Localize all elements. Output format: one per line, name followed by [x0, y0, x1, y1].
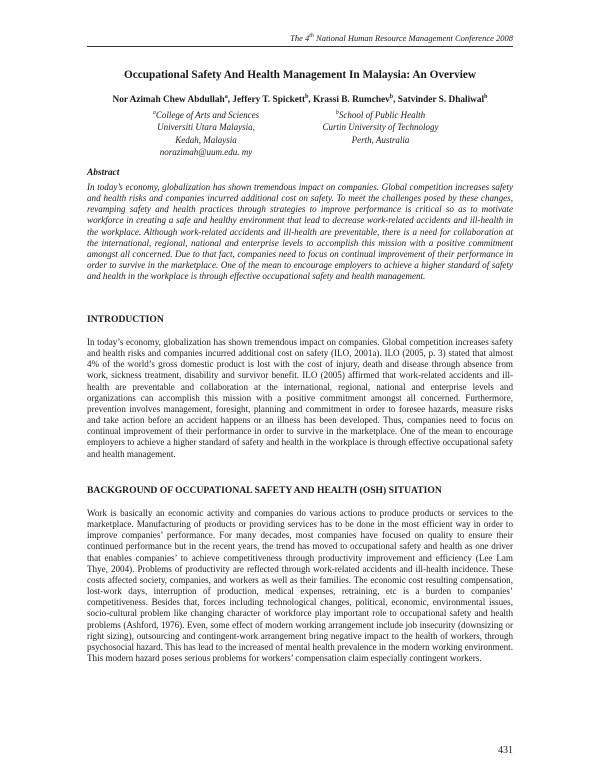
- introduction-heading: INTRODUCTION: [87, 314, 164, 325]
- affiliation-b: $^b$School of Public Health Curtin University of Technology Perth, Australia: [322, 110, 439, 145]
- author-list: Nor Azimah Chew Abdullah$^a$, Jeffery T. Spickett$^b$, Krassi B. Rumchev$^b$, Satvinder S. Dhaliwal$^b$: [112, 93, 488, 105]
- paper-title: Occupational Safety And Health Management In Malaysia: An Overview: [123, 69, 477, 81]
- affiliation-a: $^a$College of Arts and Sciences Universiti Utara Malaysia, Kedah, Malaysia norazimah@uum.edu. my: [136, 109, 276, 159]
- author-email: norazimah@uum.edu. my: [159, 147, 253, 158]
- abstract-heading: Abstract: [87, 168, 120, 178]
- background-text: Work is basically an economic activity and companies do various actions to produce products or services to the marketplace. Manufacturing of products or providing services has to be done in the most efficient way in order to improve companies’ performance. For many decades, most companies have focused on quality to ensure their continued performance but in the recent years, the trend has moved to occupational safety and health as one driver that enables companies’ to achieve competitiveness through productivity improvement and efficiency (Lee Lam Thye, 2004). Problems of productivity are reflected through work-related accidents and ill-health incidence. These costs affected society, companies, and workers as well as their families. The economic cost resulting compensation, lost-work days, interruption of production, medical expenses, retraining, etc is a burden to companies’ competitiveness. Besides that, forces including technological changes, political, economic, environmental issues, socio-cultural problem like changing character of workforce play important role to occupational safety and health problems (Ashford, 1976). Even, some effect of modern working arrangement include job insecurity (downsizing or right sizing), outsourcing and contingent-work arrangement bring negative impact to the health of workers, through psychosocial hazard. This has lead to the increased of mental health prevalence in the modern working environment. This modern hazard poses serious problems for workers’ compensation claim especially contingent workers.: [87, 508, 513, 664]
- page-number: 431: [498, 745, 513, 756]
- header-rule: [87, 46, 513, 47]
- introduction-text: In today’s economy, globalization has shown tremendous impact on companies. Global competition increases safety and health risks and companies incurred additional cost on safety (ILO, 2001a). ILO (2005, p. 3) stated that almost 4% of the world’s gross domestic product is lost with the cost of injury, death and disease through absence from work, sickness treatment, disability and survivor benefit. ILO (2005) affirmed that work-related accidents and ill-health are preventable and collaboration at the international, regional, national and enterprise levels and organizations can accomplish this mission with a positive commitment amongst all concerned. Furthermore, prevention involves management, foresight, planning and commitment in order to foresee hazards, measure risks and take action before an accident happens or an illness has been developed. Thus, companies need to focus on continual improvement of their performance in order to survive in the marketplace. One of the mean to encourage employers to achieve a higher standard of safety and health in the workplace is through effective occupational safety and health management.: [87, 337, 513, 459]
- abstract-text: In today’s economy, globalization has shown tremendous impact on companies. Global competition increases safety and health risks and companies incurred additional cost on safety. To meet the challenges posed by these changes, revamping safety and health practices through strategies to improve performance is critical so as to motivate workforce in creating a safe and healthy environment that lead to decrease work-related accidents and ill-health in the workplace. Although work-related accidents and ill-health are preventable, there is a need for collaboration at the international, regional, national and enterprise levels to accomplish this mission with a positive commitment amongst all concerned. Due to that fact, companies need to focus on continual improvement of their performance in order to survive in the marketplace. One of the mean to encourage employers to achieve a higher standard of safety and health in the workplace is through effective occupational safety and health management.: [87, 182, 513, 282]
- running-header: The 4th National Human Resource Management Conference 2008: [290, 33, 513, 43]
- background-heading: BACKGROUND OF OCCUPATIONAL SAFETY AND HEALTH (OSH) SITUATION: [87, 485, 442, 496]
